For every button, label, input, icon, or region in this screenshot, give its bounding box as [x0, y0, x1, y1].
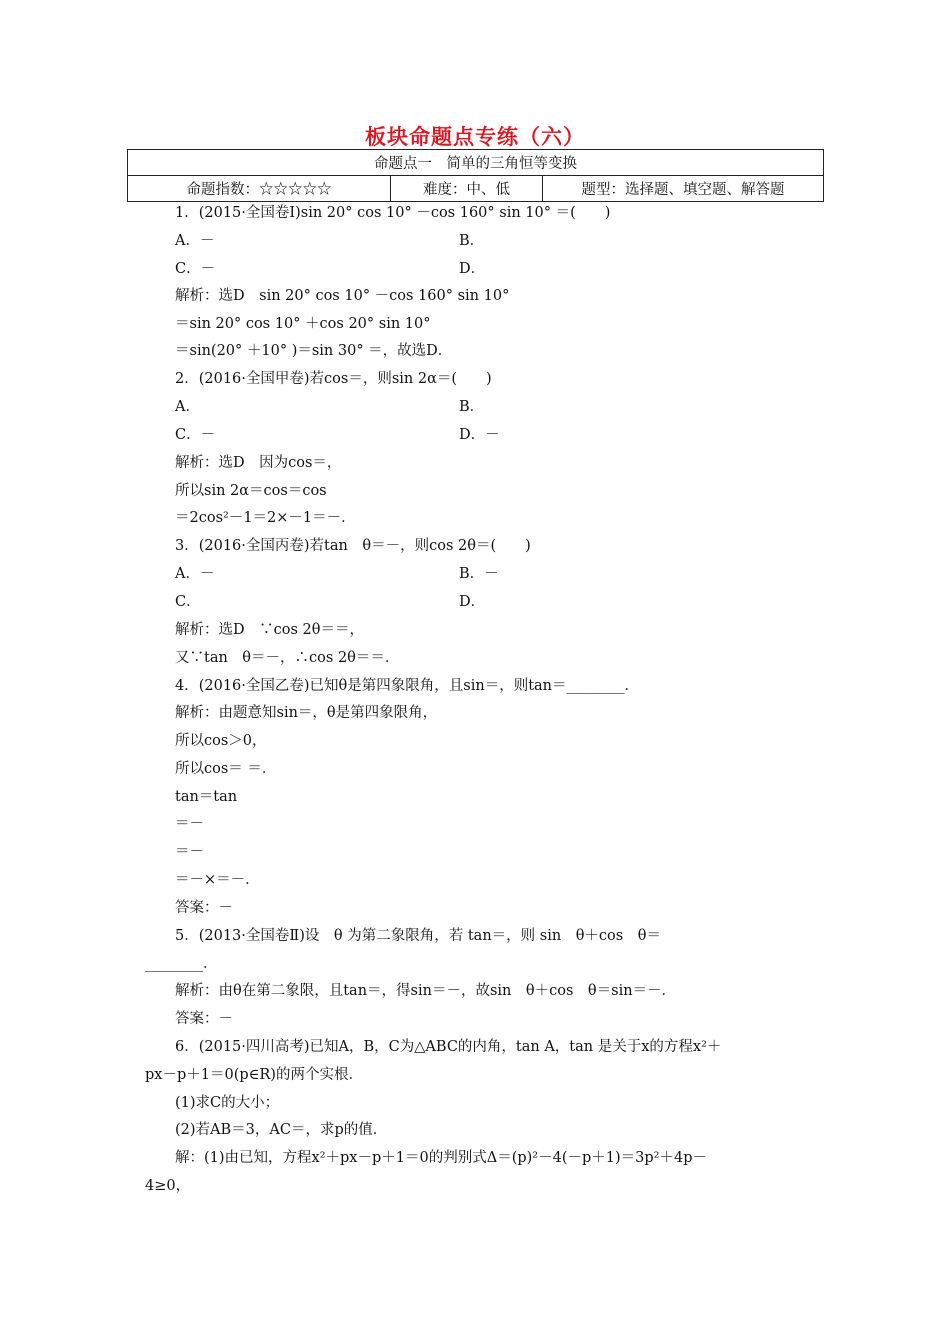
topic-info-table	[127, 149, 824, 202]
q4-solution-line: tan＝tan	[175, 789, 238, 805]
q1-option-a: A．－	[175, 233, 215, 249]
q2-stem: 2．(2016·全国甲卷)若cos＝，则sin 2α＝( )	[175, 371, 492, 387]
q4-solution-line: 所以cos＞0，	[175, 733, 267, 749]
q6-stem: 6．(2015·四川高考)已知A，B，C为△ABC的内角，tan A，tan 是关于x的方程x²＋	[175, 1039, 722, 1055]
q2-option-d: D．－	[459, 427, 500, 443]
q6-part-2: (2)若AB＝3，AC＝，求p的值．	[175, 1122, 388, 1138]
q3-option-a: A．－	[175, 566, 215, 582]
q2-option-a: A．	[175, 399, 200, 415]
topic-question-type: 题型：选择题、填空题、解答题	[543, 176, 824, 202]
q4-stem: 4．(2016·全国乙卷)已知θ是第四象限角，且sin＝，则tan＝________．	[175, 678, 640, 694]
q4-solution-line: 解析：由题意知sin＝，θ是第四象限角，	[175, 705, 438, 721]
q1-option-d: D．	[459, 261, 486, 277]
q3-stem: 3．(2016·全国丙卷)若tan θ＝－，则cos 2θ＝( )	[175, 538, 531, 554]
topic-heading: 命题点一 简单的三角恒等变换	[128, 150, 824, 176]
q3-option-c: C．	[175, 594, 201, 610]
topic-index: 命题指数：☆☆☆☆☆	[128, 176, 391, 202]
q2-option-b: B．	[459, 399, 485, 415]
q4-solution-line: 所以cos＝ ＝．	[175, 761, 277, 777]
q1-stem: 1．(2015·全国卷Ⅰ)sin 20° cos 10° －cos 160° sin 10° ＝( )	[175, 205, 611, 221]
q5-answer: 答案：－	[175, 1011, 233, 1027]
q2-solution-line: 解析：选D 因为cos＝，	[175, 455, 342, 471]
q4-solution-line: ＝－	[175, 844, 204, 860]
q4-solution-line: ＝－	[175, 816, 204, 832]
q1-solution-line: 解析：选D sin 20° cos 10° －cos 160° sin 10°	[175, 288, 510, 304]
q3-option-b: B．－	[459, 566, 499, 582]
q4-solution-line: ＝－×＝－．	[175, 872, 260, 888]
q1-solution-line: ＝sin 20° cos 10° ＋cos 20° sin 10°	[175, 316, 431, 332]
page-title: 板块命题点专练（六）	[365, 124, 585, 149]
q4-answer: 答案：－	[175, 900, 233, 916]
q1-option-b: B．	[459, 233, 485, 249]
topic-difficulty: 难度：中、低	[391, 176, 543, 202]
q6-part-1: (1)求C的大小；	[175, 1095, 280, 1111]
q6-solution-line: 4≥0，	[145, 1178, 191, 1194]
q3-solution-line: 解析：选D ∵cos 2θ＝＝，	[175, 622, 364, 638]
q6-solution-line: 解：(1)由已知，方程x²＋px－p＋1＝0的判别式Δ＝(p)²－4(－p＋1)＝3p²＋4p－	[175, 1150, 707, 1166]
q1-option-c: C．－	[175, 261, 216, 277]
q2-option-c: C．－	[175, 427, 216, 443]
q5-solution-line: 解析：由θ在第二象限，且tan＝，得sin＝－，故sin θ＋cos θ＝sin＝－．	[175, 983, 677, 999]
q3-option-d: D．	[459, 594, 486, 610]
q3-solution-line: 又∵tan θ＝－，∴cos 2θ＝＝．	[175, 650, 400, 666]
q2-solution-line: 所以sin 2α＝cos＝cos	[175, 483, 327, 499]
q1-solution-line: ＝sin(20° ＋10° )＝sin 30° ＝，故选D．	[175, 343, 453, 359]
q5-stem-blank: ________．	[145, 956, 218, 972]
q5-stem: 5．(2013·全国卷Ⅱ)设 θ 为第二象限角，若 tan＝，则 sin θ＋cos θ＝	[175, 928, 661, 944]
q2-solution-line: ＝2cos²－1＝2×－1＝－．	[175, 510, 356, 526]
q6-stem-continued: px－p＋1＝0(p∈R)的两个实根．	[145, 1067, 363, 1083]
